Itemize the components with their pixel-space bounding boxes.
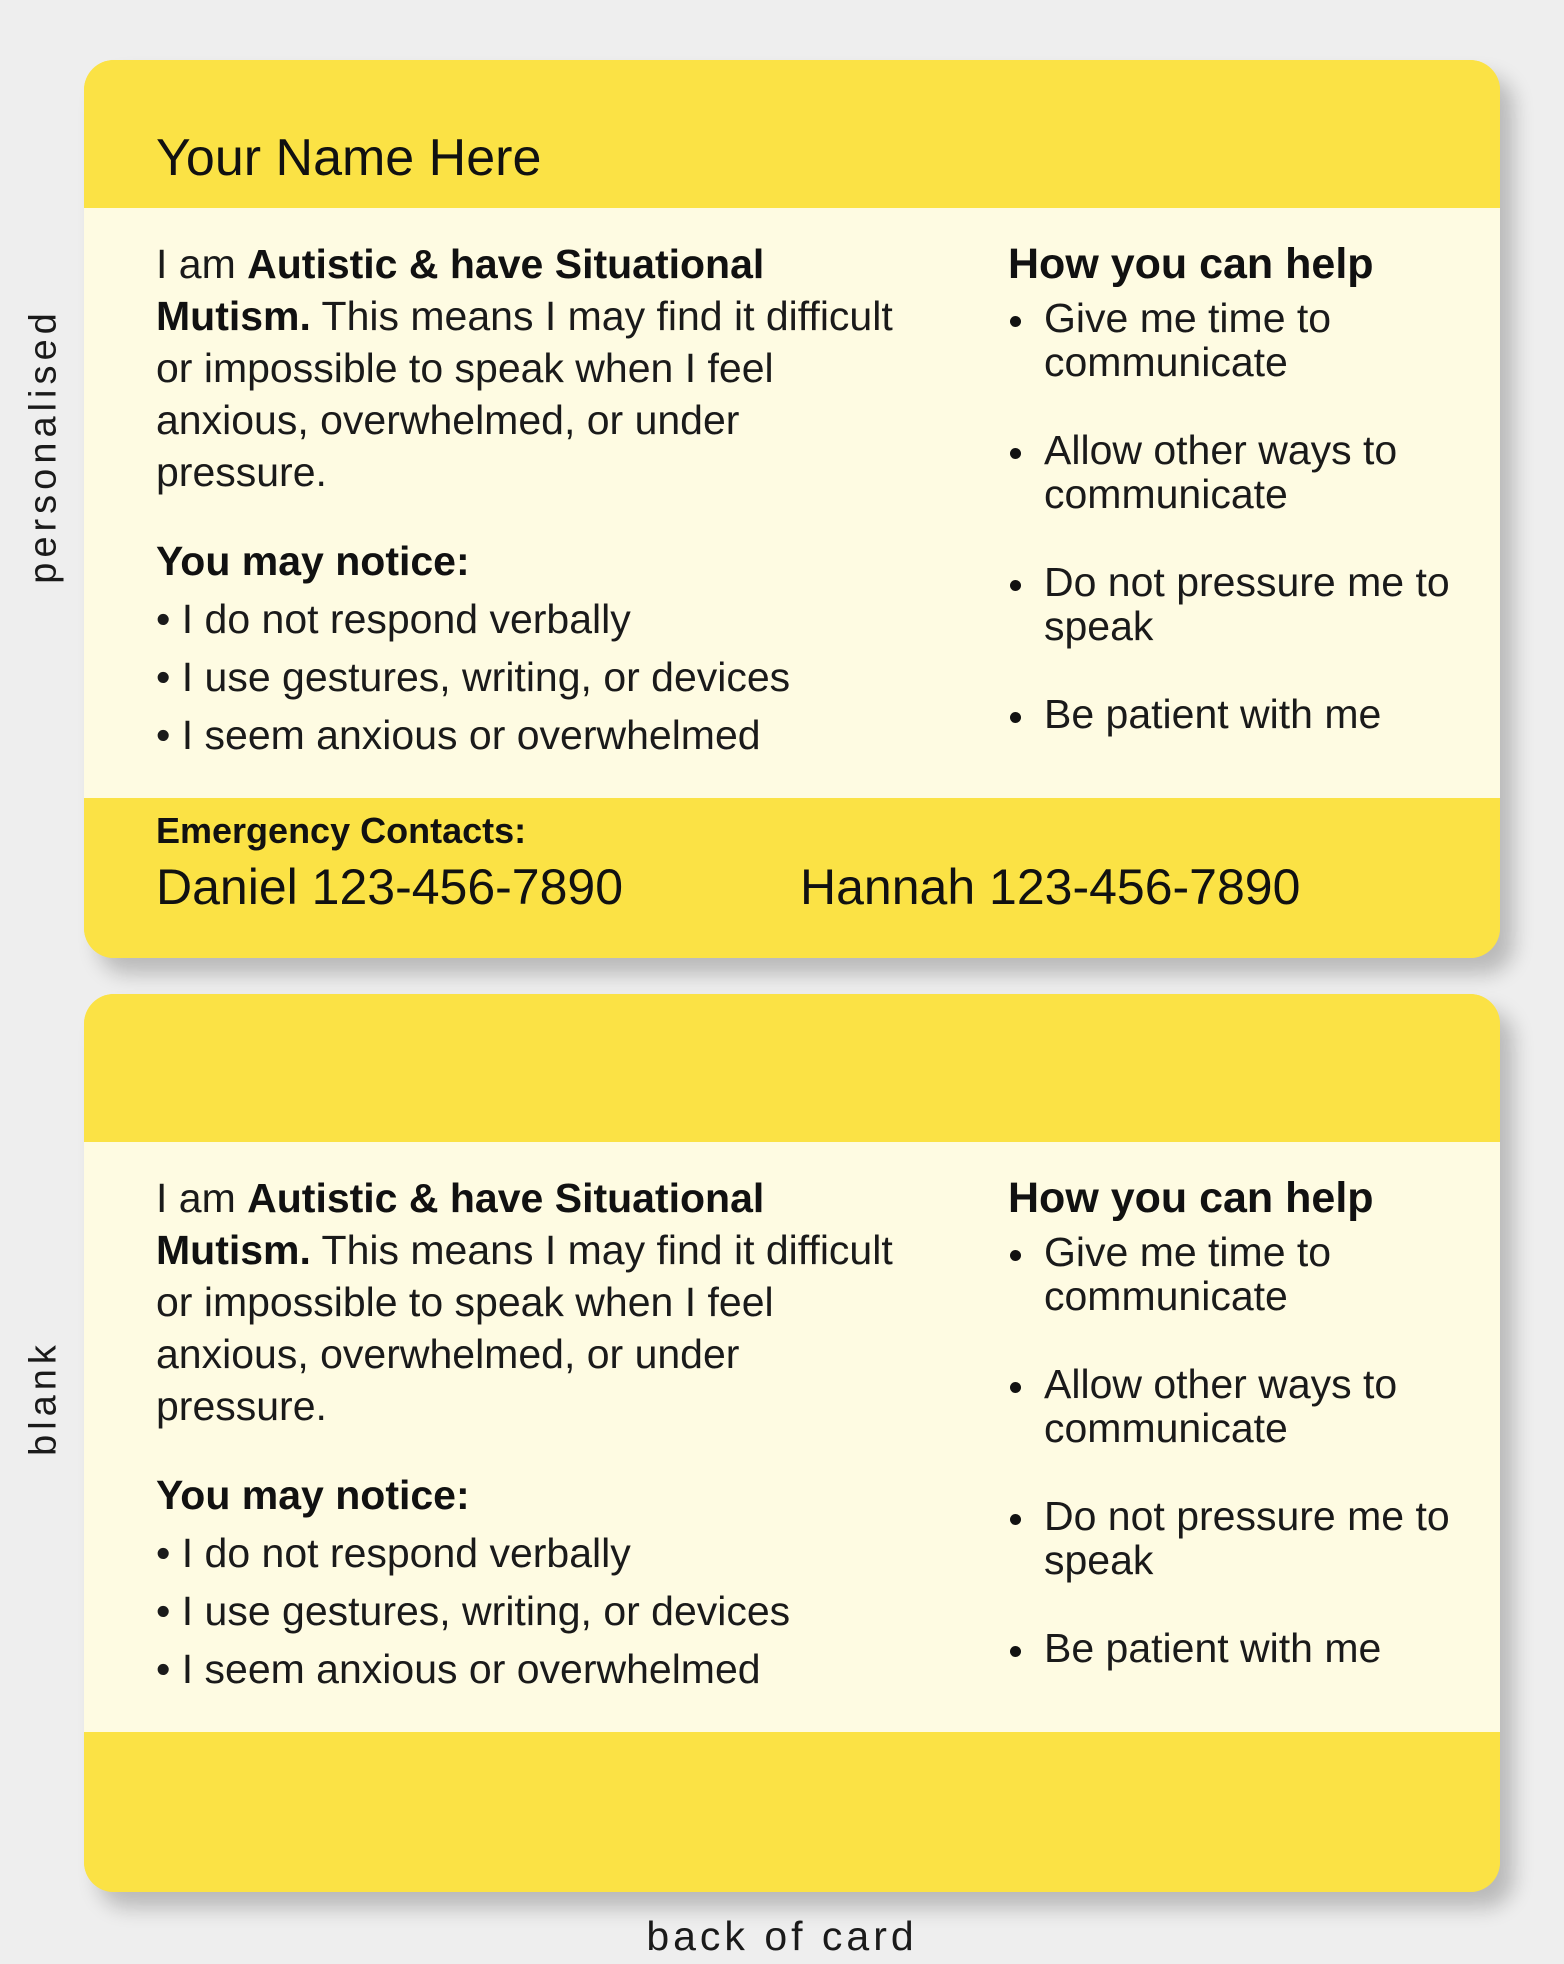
condition-name: Autistic & have Situational Mutism. — [156, 241, 765, 339]
condition-description — [156, 238, 896, 498]
emergency-contact: Daniel 123-456-7890 — [156, 859, 624, 915]
help-column — [1008, 1172, 1478, 1670]
blank-label: blank — [22, 1340, 65, 1456]
blank-card — [84, 994, 1500, 1892]
help-item: Give me time to communicate — [1008, 296, 1478, 384]
help-item: Allow other ways to communicate — [1008, 1362, 1478, 1450]
emergency-contacts-title: Emergency Contacts: — [156, 810, 527, 851]
intro-explanation: This means I may find it difficult or impossible to speak when I feel anxious, overwhelmed, or under pressure. — [156, 1227, 893, 1429]
help-item: Be patient with me — [1008, 1626, 1478, 1670]
help-item: Allow other ways to communicate — [1008, 428, 1478, 516]
card-info-column — [156, 238, 896, 764]
help-column — [1008, 238, 1478, 736]
card-footer-band — [84, 1732, 1500, 1892]
card-header-band — [84, 994, 1500, 1142]
notice-item: • I use gestures, writing, or devices — [156, 1588, 791, 1634]
card-info-column — [156, 1172, 896, 1698]
help-item: Do not pressure me to speak — [1008, 1494, 1478, 1582]
help-title: How you can help — [1008, 240, 1374, 288]
card-body — [84, 1142, 1500, 1732]
intro-text: I am — [156, 1175, 248, 1221]
emergency-contact: Hannah 123-456-7890 — [800, 859, 1301, 915]
notice-item: • I seem anxious or overwhelmed — [156, 712, 761, 758]
condition-description — [156, 1172, 896, 1432]
notice-title: You may notice: — [156, 538, 470, 584]
card-footer-band — [84, 798, 1500, 958]
intro-explanation: This means I may find it difficult or impossible to speak when I feel anxious, overwhelmed, or under pressure. — [156, 293, 893, 495]
card-holder-name: Your Name Here — [156, 129, 542, 187]
card-header-band — [84, 60, 1500, 208]
notice-item: • I do not respond verbally — [156, 1530, 631, 1576]
notice-list — [156, 1524, 896, 1698]
help-title: How you can help — [1008, 1174, 1374, 1222]
back-of-card-caption: back of card — [646, 1913, 918, 1959]
help-item: Be patient with me — [1008, 692, 1478, 736]
help-list — [1008, 1230, 1478, 1670]
personalised-label: personalised — [22, 308, 65, 584]
card-body — [84, 208, 1500, 798]
notice-list — [156, 590, 896, 764]
notice-item: • I do not respond verbally — [156, 596, 631, 642]
notice-title: You may notice: — [156, 1472, 470, 1518]
notice-item: • I use gestures, writing, or devices — [156, 654, 791, 700]
help-item: Give me time to communicate — [1008, 1230, 1478, 1318]
condition-name: Autistic & have Situational Mutism. — [156, 1175, 765, 1273]
intro-text: I am — [156, 241, 248, 287]
help-item: Do not pressure me to speak — [1008, 560, 1478, 648]
help-list — [1008, 296, 1478, 736]
personalised-card — [84, 60, 1500, 958]
notice-item: • I seem anxious or overwhelmed — [156, 1646, 761, 1692]
